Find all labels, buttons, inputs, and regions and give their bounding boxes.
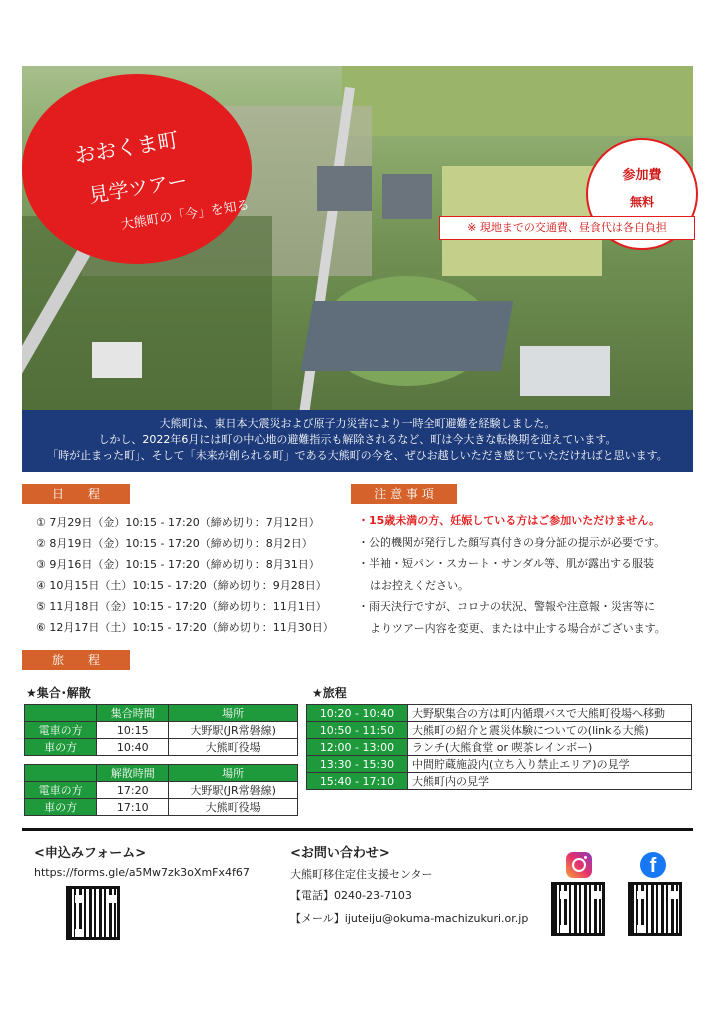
cell-time: 17:20 [97,782,169,799]
photo-town-hall [301,301,513,371]
col-header: 場所 [169,705,298,722]
title-line2: 見学ツアー [86,168,189,208]
fee-note: ※ 現地までの交通費、昼食代は各自負担 [439,216,695,240]
facebook-icon[interactable]: f [640,852,666,878]
photo-field [342,66,693,136]
notes-warning: ・15歳未満の方、妊娠している方はご参加いただけません。 [358,514,660,527]
notes-item: ・半袖・短パン・スカート・サンダル等、肌が露出する服装 [358,557,655,570]
photo-building [92,342,142,378]
instagram-dot [584,856,587,859]
intro-line: 大熊町は、東日本大震災および原子力災害により一時全町避難を経験しました。 [159,417,556,430]
itinerary-table [306,704,692,790]
schedule-item: ④ 10月15日（土）10:15 - 17:20（締め切り：9月28日） [36,579,327,592]
contact-phone[interactable]: 【電話】0240-23-7103 [290,889,412,902]
instagram-icon[interactable] [566,852,592,878]
row-label: 車の方 [25,739,97,756]
table-row [25,722,298,739]
instagram-lens [572,858,586,872]
table-row [307,739,692,756]
tagline: 大熊町の「今」を知る [119,197,251,234]
schedule-heading: 日 程 [22,484,130,504]
table-row [25,799,298,816]
fee-value: 無料 [629,195,654,209]
divider [22,828,693,831]
schedule-item: ② 8月19日（金）10:15 - 17:20（締め切り：8月2日） [36,537,313,550]
form-url-link[interactable]: https://forms.gle/a5Mw7zk3oXmFx4f67 [34,866,250,879]
schedule-item: ③ 9月16日（金）10:15 - 17:20（締め切り：8月31日） [36,558,320,571]
cell-place: 大熊町役場 [169,799,298,816]
cell-time: 10:50 - 11:50 [307,722,408,739]
contact-org: 大熊町移住定住支援センター [290,868,433,881]
schedule-item: ① 7月29日（金）10:15 - 17:20（締め切り：7月12日） [36,516,320,529]
table-row [307,705,692,722]
photo-building [520,346,610,396]
notes-heading: 注 意 事 項 [351,484,457,504]
col-header: 場所 [169,765,298,782]
cell-desc: 大熊町内の見学 [408,773,692,790]
photo-building [317,166,372,211]
notes-item: ・雨天決行ですが、コロナの状況、警報や注意報・災害等に [358,600,655,613]
cell-time: 10:20 - 10:40 [307,705,408,722]
cell-time: 10:40 [97,739,169,756]
contact-email[interactable]: 【メール】ijuteiju@okuma-machizukuri.or.jp [290,912,529,925]
photo-building [382,174,432,219]
schedule-item: ⑥ 12月17日（土）10:15 - 17:20（締め切り：11月30日） [36,621,334,634]
cell-place: 大野駅(JR常磐線) [169,782,298,799]
table-corner [25,765,97,782]
intro-banner [22,410,693,472]
itinerary-heading: 旅 程 [22,650,130,670]
col-header: 集合時間 [97,705,169,722]
cell-place: 大熊町役場 [169,739,298,756]
cell-time: 13:30 - 15:30 [307,756,408,773]
notes-item: よりツアー内容を変更、または中止する場合がございます。 [370,621,666,635]
cell-desc: 中間貯蔵施設内(立ち入り禁止エリア)の見学 [408,756,692,773]
schedule-item: ⑤ 11月18日（金）10:15 - 17:20（締め切り：11月1日） [36,600,327,613]
cell-desc: 大熊町の紹介と震災体験についての(linkる大熊) [408,722,692,739]
dismissal-table [24,764,298,816]
cell-place: 大野駅(JR常磐線) [169,722,298,739]
intro-line: しかし、2022年6月には町の中心地の避難指示も解除されるなど、町は今大きな転換期を迎えています。 [98,433,617,446]
row-label: 電車の方 [25,722,97,739]
row-label: 電車の方 [25,782,97,799]
cell-time: 12:00 - 13:00 [307,739,408,756]
cell-time: 17:10 [97,799,169,816]
table-row [307,756,692,773]
instagram-qr-code[interactable] [551,882,605,936]
schedule-list [36,512,334,638]
table-row [25,782,298,799]
intro-line: 「時が止まった町」、そして「未来が創られる町」である大熊町の今を、ぜひお越しいただき感じていただければと思います。 [47,449,668,462]
form-heading: <申込みフォーム> [34,846,147,861]
table-row [25,739,298,756]
cell-time: 10:15 [97,722,169,739]
meet-heading: ★集合･解散 [26,686,91,700]
form-qr-code[interactable] [66,886,120,940]
facebook-qr-code[interactable] [628,882,682,936]
notes-item: ・公的機関が発行した顔写真付きの身分証の提示が必要です。 [358,535,666,549]
fee-label: 参加費 [622,168,662,183]
plan-heading: ★旅程 [312,686,347,700]
col-header: 解散時間 [97,765,169,782]
notes-item: はお控えください。 [370,578,469,592]
cell-desc: ランチ(大熊食堂 or 喫茶レインボー) [408,739,692,756]
table-row [307,773,692,790]
contact-heading: <お問い合わせ> [290,846,390,861]
title-line1: おおくま町 [72,127,181,169]
notes-list [358,510,666,639]
title-circle [22,74,252,264]
cell-desc: 大野駅集合の方は町内循環バスで大熊町役場へ移動 [408,705,692,722]
table-corner [25,705,97,722]
table-row [307,722,692,739]
row-label: 車の方 [25,799,97,816]
meeting-table [24,704,298,756]
cell-time: 15:40 - 17:10 [307,773,408,790]
